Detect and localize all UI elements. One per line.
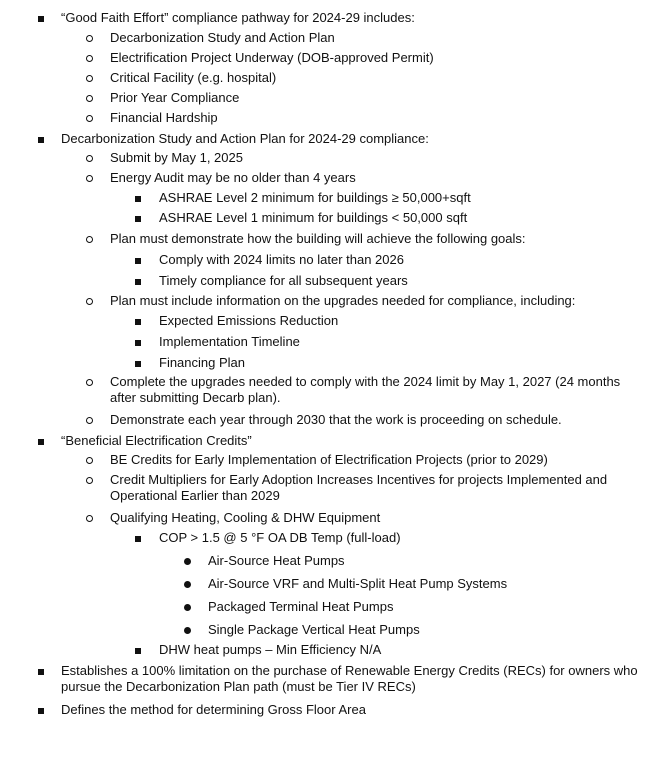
square-bullet-icon — [135, 188, 141, 208]
square-bullet-icon — [135, 528, 141, 548]
list-item — [0, 68, 650, 88]
list-item — [0, 311, 650, 331]
list-item — [0, 229, 650, 249]
list-item-text: Decarbonization Study and Action Plan — [110, 30, 335, 45]
list-item — [0, 108, 650, 128]
circle-bullet-icon — [86, 291, 93, 311]
list-item — [0, 271, 650, 291]
square-bullet-icon — [38, 431, 44, 451]
list-item — [0, 208, 650, 228]
list-item-text: Financial Hardship — [110, 110, 218, 125]
list-item — [0, 168, 650, 188]
square-bullet-icon — [38, 129, 44, 149]
list-item — [0, 88, 650, 108]
list-item-text: Packaged Terminal Heat Pumps — [208, 599, 394, 614]
square-bullet-icon — [135, 640, 141, 660]
list-item-text: Comply with 2024 limits no later than 2026 — [159, 252, 404, 267]
circle-bullet-icon — [86, 508, 93, 528]
list-item-text: Timely compliance for all subsequent years — [159, 273, 408, 288]
list-item-text: DHW heat pumps – Min Efficiency N/A — [159, 642, 382, 657]
square-bullet-icon — [135, 353, 141, 373]
circle-bullet-icon — [86, 229, 93, 249]
square-bullet-icon — [135, 332, 141, 352]
list-item — [0, 28, 650, 48]
square-bullet-icon — [135, 311, 141, 331]
list-item — [0, 470, 650, 506]
list-item — [0, 450, 650, 470]
square-bullet-icon — [38, 661, 44, 681]
dot-bullet-icon — [184, 574, 191, 594]
list-item — [0, 574, 650, 594]
list-item — [0, 528, 650, 548]
square-bullet-icon — [135, 271, 141, 291]
list-item — [0, 332, 650, 352]
list-item-text: COP > 1.5 @ 5 °F OA DB Temp (full-load) — [159, 530, 401, 545]
list-item — [0, 640, 650, 660]
list-item-text: Critical Facility (e.g. hospital) — [110, 70, 277, 85]
list-item — [0, 188, 650, 208]
list-item — [0, 148, 650, 168]
list-item-text: Complete the upgrades needed to comply with the 2024 limit by May 1, 2027 (24 months after submitting Decarb plan). — [110, 374, 621, 405]
list-item-text: Air-Source Heat Pumps — [208, 553, 345, 568]
list-item-text: ASHRAE Level 1 minimum for buildings < 50,000 sqft — [159, 210, 468, 225]
circle-bullet-icon — [86, 88, 93, 108]
list-item — [0, 8, 650, 28]
circle-bullet-icon — [86, 68, 93, 88]
list-item — [0, 597, 650, 617]
circle-bullet-icon — [86, 148, 93, 168]
square-bullet-icon — [38, 8, 44, 28]
dot-bullet-icon — [184, 620, 191, 640]
list-item-text: Qualifying Heating, Cooling & DHW Equipment — [110, 510, 381, 525]
list-item-text: “Good Faith Effort” compliance pathway for 2024-29 includes: — [61, 10, 415, 25]
square-bullet-icon — [38, 700, 44, 720]
list-item-text: Financing Plan — [159, 355, 245, 370]
list-item-text: Decarbonization Study and Action Plan for 2024-29 compliance: — [61, 131, 429, 146]
square-bullet-icon — [135, 250, 141, 270]
dot-bullet-icon — [184, 597, 191, 617]
list-item-text: Establishes a 100% limitation on the purchase of Renewable Energy Credits (RECs) for owners who pursue the Decarbonization Plan path (must be Tier IV RECs) — [61, 663, 638, 694]
list-item-text: Electrification Project Underway (DOB-approved Permit) — [110, 50, 434, 65]
list-item — [0, 700, 650, 720]
list-item-text: Air-Source VRF and Multi-Split Heat Pump Systems — [208, 576, 508, 591]
list-item-text: Energy Audit may be no older than 4 years — [110, 170, 356, 185]
circle-bullet-icon — [86, 410, 93, 430]
list-item-text: Implementation Timeline — [159, 334, 300, 349]
list-item — [0, 661, 650, 697]
square-bullet-icon — [135, 208, 141, 228]
list-item-text: Plan must demonstrate how the building will achieve the following goals: — [110, 231, 526, 246]
list-item-text: ASHRAE Level 2 minimum for buildings ≥ 50,000+sqft — [159, 190, 471, 205]
list-item-text: BE Credits for Early Implementation of Electrification Projects (prior to 2029) — [110, 452, 548, 467]
list-item — [0, 129, 650, 149]
list-item — [0, 620, 650, 640]
list-item-text: Single Package Vertical Heat Pumps — [208, 622, 420, 637]
list-item-text: Expected Emissions Reduction — [159, 313, 339, 328]
list-item-text: Plan must include information on the upgrades needed for compliance, including: — [110, 293, 576, 308]
list-item-text: Demonstrate each year through 2030 that the work is proceeding on schedule. — [110, 412, 562, 427]
circle-bullet-icon — [86, 108, 93, 128]
circle-bullet-icon — [86, 470, 93, 490]
list-item — [0, 250, 650, 270]
list-item — [0, 508, 650, 528]
dot-bullet-icon — [184, 551, 191, 571]
list-item-text: Prior Year Compliance — [110, 90, 240, 105]
list-item-text: “Beneficial Electrification Credits” — [61, 433, 252, 448]
list-item-text: Defines the method for determining Gross Floor Area — [61, 702, 366, 717]
circle-bullet-icon — [86, 450, 93, 470]
list-item — [0, 410, 650, 430]
list-item — [0, 431, 650, 451]
list-item — [0, 291, 650, 311]
list-item — [0, 353, 650, 373]
list-item — [0, 48, 650, 68]
circle-bullet-icon — [86, 168, 93, 188]
circle-bullet-icon — [86, 28, 93, 48]
list-item-text: Credit Multipliers for Early Adoption Increases Incentives for projects Implemented and Operational Earlier than 2029 — [110, 472, 608, 503]
list-item — [0, 372, 650, 408]
list-item — [0, 551, 650, 571]
circle-bullet-icon — [86, 372, 93, 392]
list-item-text: Submit by May 1, 2025 — [110, 150, 243, 165]
circle-bullet-icon — [86, 48, 93, 68]
